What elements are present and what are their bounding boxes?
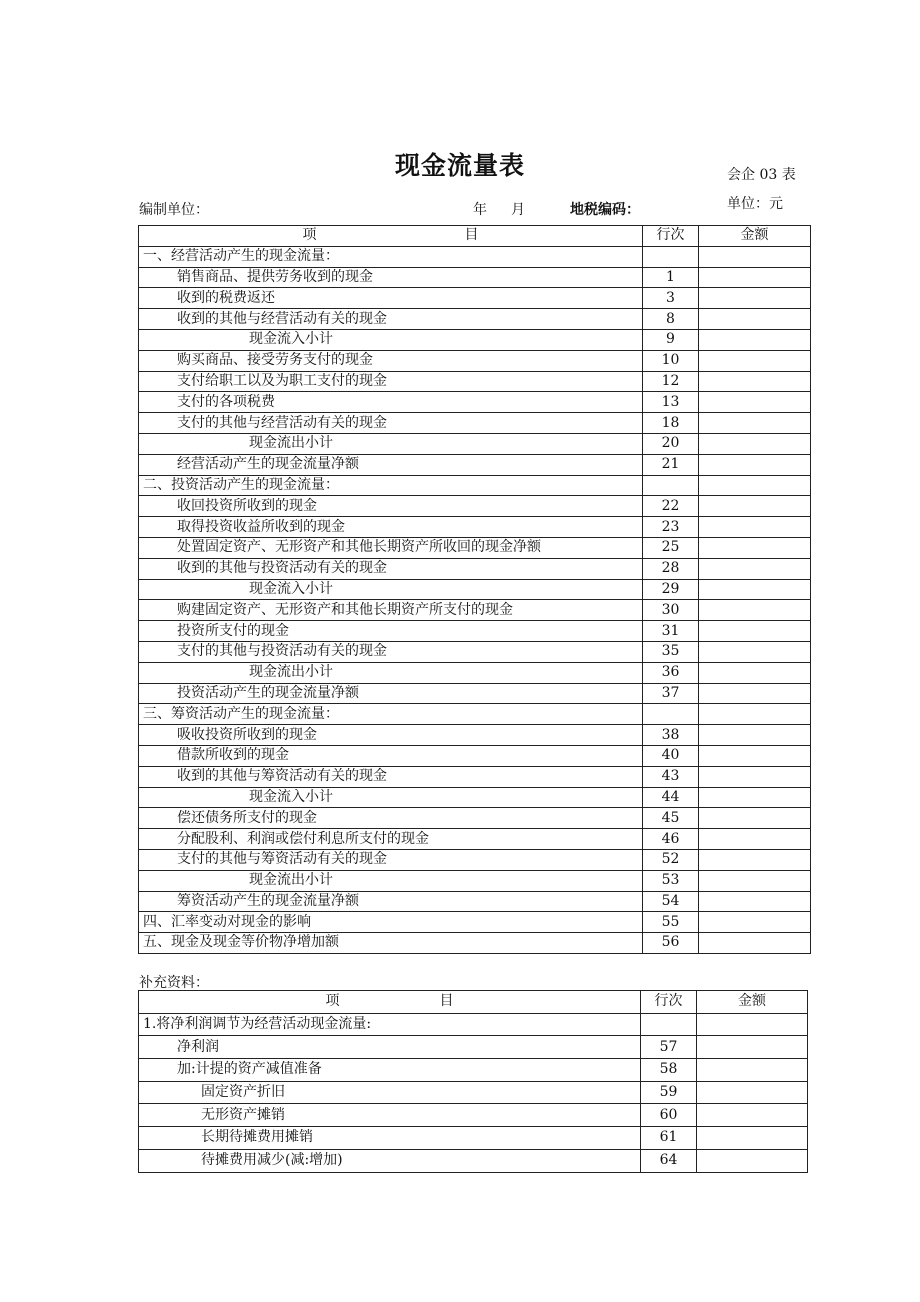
row-amount-cell[interactable] xyxy=(699,933,811,954)
table-row xyxy=(139,1036,808,1059)
header-item-b: 目 xyxy=(464,227,479,244)
row-item-label: 处置固定资产、无形资产和其他长期资产所收回的现金净额 xyxy=(139,537,643,558)
row-amount-cell[interactable] xyxy=(699,267,811,288)
table-row xyxy=(139,891,811,912)
table-row xyxy=(139,1104,808,1127)
table-row xyxy=(139,766,811,787)
table-row xyxy=(139,745,811,766)
row-item-label: 支付的其他与筹资活动有关的现金 xyxy=(139,849,643,870)
row-item-label: 加:计提的资产减值准备 xyxy=(139,1059,641,1082)
header-amount: 金额 xyxy=(697,991,808,1014)
row-line-number: 61 xyxy=(641,1127,697,1150)
row-line-number: 8 xyxy=(643,309,699,330)
row-amount-cell[interactable] xyxy=(699,537,811,558)
table-row xyxy=(139,329,811,350)
header-item-b: 目 xyxy=(439,993,454,1010)
page-title: 现金流量表 xyxy=(394,151,525,180)
row-item-label: 筹资活动产生的现金流量净额 xyxy=(139,891,643,912)
table-row xyxy=(139,1149,808,1172)
row-item-label: 收到的其他与经营活动有关的现金 xyxy=(139,309,643,330)
row-amount-cell[interactable] xyxy=(699,413,811,434)
table-row xyxy=(139,475,811,496)
table-row xyxy=(139,517,811,538)
table-row xyxy=(139,1013,808,1036)
row-amount-cell[interactable] xyxy=(699,849,811,870)
row-item-label: 现金流入小计 xyxy=(139,579,643,600)
row-amount-cell[interactable] xyxy=(699,641,811,662)
row-item-label: 无形资产摊销 xyxy=(139,1104,641,1127)
table-row xyxy=(139,267,811,288)
table-row xyxy=(139,371,811,392)
year-label: 年 xyxy=(473,202,487,218)
row-line-number: 13 xyxy=(643,392,699,413)
table-row xyxy=(139,662,811,683)
header-item-a: 项 xyxy=(325,993,340,1010)
row-line-number: 29 xyxy=(643,579,699,600)
row-item-label: 固定资产折旧 xyxy=(139,1081,641,1104)
row-item-label: 吸收投资所收到的现金 xyxy=(139,725,643,746)
row-amount-cell[interactable] xyxy=(699,870,811,891)
table-row xyxy=(139,829,811,850)
table-row xyxy=(139,496,811,517)
table-row xyxy=(139,1081,808,1104)
row-item-label: 五、现金及现金等价物净增加额 xyxy=(139,933,643,954)
row-amount-cell[interactable] xyxy=(699,579,811,600)
row-item-label: 现金流入小计 xyxy=(139,787,643,808)
row-item-label: 销售商品、提供劳务收到的现金 xyxy=(139,267,643,288)
row-amount-cell[interactable] xyxy=(697,1081,808,1104)
row-line-number: 18 xyxy=(643,413,699,434)
row-line-number: 9 xyxy=(643,329,699,350)
row-line-number: 21 xyxy=(643,454,699,475)
row-amount-cell[interactable] xyxy=(699,787,811,808)
row-amount-cell[interactable] xyxy=(699,558,811,579)
row-item-label: 取得投资收益所收到的现金 xyxy=(139,517,643,538)
table-row xyxy=(139,787,811,808)
table-row xyxy=(139,246,811,267)
row-amount-cell[interactable] xyxy=(699,600,811,621)
row-item-label: 一、经营活动产生的现金流量： xyxy=(139,246,643,267)
row-line-number: 30 xyxy=(643,600,699,621)
table-row xyxy=(139,641,811,662)
row-line-number: 59 xyxy=(641,1081,697,1104)
row-item-label: 长期待摊费用摊销 xyxy=(139,1127,641,1150)
row-item-label: 现金流出小计 xyxy=(139,433,643,454)
table-row xyxy=(139,725,811,746)
row-amount-cell[interactable] xyxy=(697,1013,808,1036)
row-amount-cell[interactable] xyxy=(699,246,811,267)
row-item-label: 分配股利、利润或偿付利息所支付的现金 xyxy=(139,829,643,850)
header-item-a: 项 xyxy=(302,227,317,244)
row-line-number: 54 xyxy=(643,891,699,912)
table-row xyxy=(139,704,811,725)
row-amount-cell[interactable] xyxy=(699,496,811,517)
row-amount-cell[interactable] xyxy=(699,725,811,746)
row-item-label: 借款所收到的现金 xyxy=(139,745,643,766)
cash-flow-table xyxy=(138,225,811,954)
row-amount-cell[interactable] xyxy=(699,745,811,766)
row-amount-cell[interactable] xyxy=(699,766,811,787)
row-line-number: 60 xyxy=(641,1104,697,1127)
row-line-number: 52 xyxy=(643,849,699,870)
header-item xyxy=(139,991,641,1014)
form-code: 会企 03 表 xyxy=(727,167,796,183)
row-line-number: 55 xyxy=(643,912,699,933)
table-row xyxy=(139,350,811,371)
table-row xyxy=(139,413,811,434)
row-item-label: 1.将净利润调节为经营活动现金流量: xyxy=(139,1013,641,1036)
row-amount-cell[interactable] xyxy=(699,454,811,475)
table-row xyxy=(139,392,811,413)
table-row xyxy=(139,933,811,954)
row-amount-cell[interactable] xyxy=(699,829,811,850)
table-row xyxy=(139,683,811,704)
row-item-label: 投资所支付的现金 xyxy=(139,621,643,642)
table-row xyxy=(139,433,811,454)
row-amount-cell[interactable] xyxy=(699,433,811,454)
row-amount-cell[interactable] xyxy=(699,704,811,725)
row-item-label: 现金流出小计 xyxy=(139,870,643,891)
row-amount-cell[interactable] xyxy=(697,1036,808,1059)
row-line-number: 28 xyxy=(643,558,699,579)
row-line-number: 45 xyxy=(643,808,699,829)
row-amount-cell[interactable] xyxy=(699,912,811,933)
row-line-number: 40 xyxy=(643,745,699,766)
row-line-number: 44 xyxy=(643,787,699,808)
row-item-label: 偿还债务所支付的现金 xyxy=(139,808,643,829)
row-line-number: 56 xyxy=(643,933,699,954)
table-row xyxy=(139,579,811,600)
table-row xyxy=(139,454,811,475)
org-label: 编制单位： xyxy=(139,202,209,218)
table-row xyxy=(139,870,811,891)
row-amount-cell[interactable] xyxy=(699,350,811,371)
header-line: 行次 xyxy=(643,226,699,247)
row-line-number: 37 xyxy=(643,683,699,704)
row-item-label: 现金流出小计 xyxy=(139,662,643,683)
table-header-row xyxy=(139,226,811,247)
row-item-label: 收回投资所收到的现金 xyxy=(139,496,643,517)
row-line-number: 25 xyxy=(643,537,699,558)
row-amount-cell[interactable] xyxy=(699,891,811,912)
row-line-number: 64 xyxy=(641,1149,697,1172)
table-row xyxy=(139,558,811,579)
row-item-label: 支付的各项税费 xyxy=(139,392,643,413)
row-amount-cell[interactable] xyxy=(699,371,811,392)
row-line-number xyxy=(643,246,699,267)
row-amount-cell[interactable] xyxy=(699,329,811,350)
table-row xyxy=(139,849,811,870)
row-line-number xyxy=(641,1013,697,1036)
row-line-number xyxy=(643,475,699,496)
row-amount-cell[interactable] xyxy=(699,288,811,309)
table-row xyxy=(139,1127,808,1150)
table-row xyxy=(139,309,811,330)
row-item-label: 收到的其他与筹资活动有关的现金 xyxy=(139,766,643,787)
row-line-number: 20 xyxy=(643,433,699,454)
row-item-label: 收到的其他与投资活动有关的现金 xyxy=(139,558,643,579)
row-line-number: 10 xyxy=(643,350,699,371)
row-amount-cell[interactable] xyxy=(697,1104,808,1127)
row-line-number: 58 xyxy=(641,1059,697,1082)
header-item xyxy=(139,226,643,247)
table-row xyxy=(139,912,811,933)
row-amount-cell[interactable] xyxy=(699,808,811,829)
row-amount-cell[interactable] xyxy=(699,309,811,330)
row-amount-cell[interactable] xyxy=(699,662,811,683)
row-line-number: 57 xyxy=(641,1036,697,1059)
header-line: 行次 xyxy=(641,991,697,1014)
month-label: 月 xyxy=(511,202,525,218)
row-item-label: 净利润 xyxy=(139,1036,641,1059)
row-line-number: 36 xyxy=(643,662,699,683)
header-amount: 金额 xyxy=(699,226,811,247)
table-row xyxy=(139,1059,808,1082)
row-line-number: 12 xyxy=(643,371,699,392)
row-line-number: 3 xyxy=(643,288,699,309)
row-line-number: 53 xyxy=(643,870,699,891)
row-amount-cell[interactable] xyxy=(699,517,811,538)
supplement-label: 补充资料： xyxy=(139,975,209,991)
row-item-label: 待摊费用减少(减:增加) xyxy=(139,1149,641,1172)
row-item-label: 二、投资活动产生的现金流量： xyxy=(139,475,643,496)
row-line-number: 46 xyxy=(643,829,699,850)
row-amount-cell[interactable] xyxy=(699,621,811,642)
row-line-number xyxy=(643,704,699,725)
row-line-number: 22 xyxy=(643,496,699,517)
currency-unit: 单位：元 xyxy=(727,196,783,212)
row-line-number: 43 xyxy=(643,766,699,787)
row-amount-cell[interactable] xyxy=(699,392,811,413)
row-item-label: 购买商品、接受劳务支付的现金 xyxy=(139,350,643,371)
row-amount-cell[interactable] xyxy=(697,1127,808,1150)
row-line-number: 38 xyxy=(643,725,699,746)
row-line-number: 35 xyxy=(643,641,699,662)
table-row xyxy=(139,621,811,642)
row-amount-cell[interactable] xyxy=(697,1059,808,1082)
table-row xyxy=(139,537,811,558)
row-item-label: 现金流入小计 xyxy=(139,329,643,350)
table-row xyxy=(139,288,811,309)
row-item-label: 四、汇率变动对现金的影响 xyxy=(139,912,643,933)
row-item-label: 支付给职工以及为职工支付的现金 xyxy=(139,371,643,392)
row-amount-cell[interactable] xyxy=(699,683,811,704)
table-row xyxy=(139,808,811,829)
row-item-label: 三、筹资活动产生的现金流量： xyxy=(139,704,643,725)
row-item-label: 经营活动产生的现金流量净额 xyxy=(139,454,643,475)
row-item-label: 支付的其他与经营活动有关的现金 xyxy=(139,413,643,434)
row-amount-cell[interactable] xyxy=(697,1149,808,1172)
tax-code-label: 地税编码： xyxy=(570,202,640,218)
row-item-label: 购建固定资产、无形资产和其他长期资产所支付的现金 xyxy=(139,600,643,621)
table-header-row xyxy=(139,991,808,1014)
row-item-label: 收到的税费返还 xyxy=(139,288,643,309)
row-item-label: 投资活动产生的现金流量净额 xyxy=(139,683,643,704)
table-row xyxy=(139,600,811,621)
supplement-table xyxy=(138,990,808,1173)
row-line-number: 1 xyxy=(643,267,699,288)
row-line-number: 31 xyxy=(643,621,699,642)
row-item-label: 支付的其他与投资活动有关的现金 xyxy=(139,641,643,662)
row-line-number: 23 xyxy=(643,517,699,538)
row-amount-cell[interactable] xyxy=(699,475,811,496)
